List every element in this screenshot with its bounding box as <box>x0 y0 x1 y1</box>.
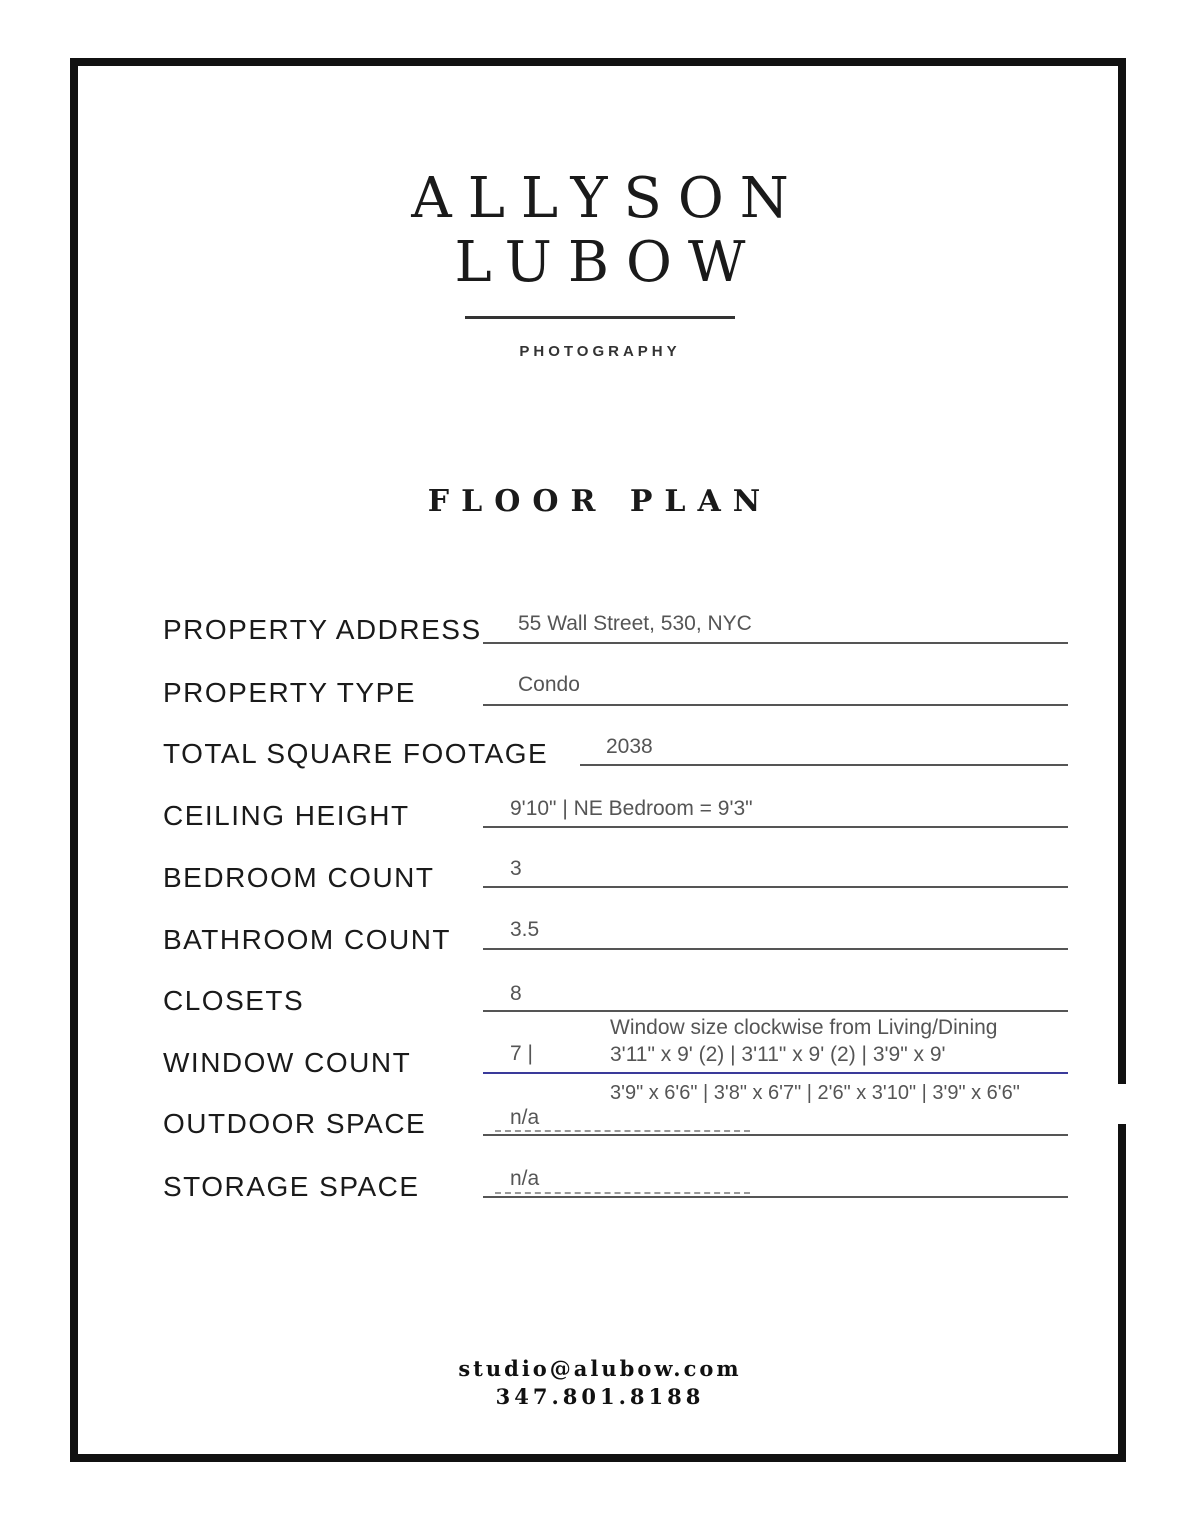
window-count-label: WINDOW COUNT <box>163 1047 412 1078</box>
window-size-line-1: 3'11" x 9' (2) | 3'11" x 9' (2) | 3'9" x 9' <box>610 1043 946 1066</box>
property-type-label: PROPERTY TYPE <box>163 677 416 708</box>
ceiling-height-line <box>483 826 1068 828</box>
property-address-label: PROPERTY ADDRESS <box>163 614 482 645</box>
contact-email[interactable]: studio@alubow.com <box>458 1356 742 1381</box>
border-gap <box>1110 1084 1134 1124</box>
brand-name-first: ALLYSON <box>411 166 805 231</box>
ceiling-height-value[interactable]: 9'10" | NE Bedroom = 9'3" <box>510 797 753 820</box>
outdoor-space-label: OUTDOOR SPACE <box>163 1108 427 1139</box>
property-address-value[interactable]: 55 Wall Street, 530, NYC <box>518 612 752 635</box>
brand-divider <box>465 316 735 319</box>
storage-space-value[interactable]: n/a <box>510 1167 540 1190</box>
document-title: FLOOR PLAN <box>427 484 773 519</box>
closets-value[interactable]: 8 <box>510 982 522 1005</box>
bedroom-count-value[interactable]: 3 <box>510 857 522 880</box>
brand-subtitle: PHOTOGRAPHY <box>519 343 681 360</box>
property-address-line <box>483 642 1068 644</box>
closets-label: CLOSETS <box>163 985 305 1016</box>
ceiling-height-label: CEILING HEIGHT <box>163 800 410 831</box>
outdoor-space-line <box>483 1134 1068 1136</box>
storage-space-dashes <box>495 1192 750 1194</box>
bathroom-count-label: BATHROOM COUNT <box>163 924 452 955</box>
bathroom-count-line <box>483 948 1068 950</box>
bedroom-count-label: BEDROOM COUNT <box>163 862 435 893</box>
bathroom-count-value[interactable]: 3.5 <box>510 918 540 941</box>
storage-space-label: STORAGE SPACE <box>163 1171 420 1202</box>
window-count-line <box>483 1072 1068 1074</box>
total-square-footage-value[interactable]: 2038 <box>606 735 653 758</box>
contact-phone[interactable]: 347.801.8188 <box>495 1384 705 1409</box>
storage-space-line <box>483 1196 1068 1198</box>
brand-name-last: LUBOW <box>454 230 762 295</box>
outdoor-space-dashes <box>495 1130 750 1132</box>
property-type-value[interactable]: Condo <box>518 673 580 696</box>
total-square-footage-label: TOTAL SQUARE FOOTAGE <box>163 738 549 769</box>
property-type-line <box>483 704 1068 706</box>
window-size-line-2: 3'9" x 6'6" | 3'8" x 6'7" | 2'6" x 3'10" | 3'9" x 6'6" <box>610 1082 1020 1104</box>
bedroom-count-line <box>483 886 1068 888</box>
total-square-footage-line <box>580 764 1068 766</box>
window-size-heading: Window size clockwise from Living/Dining <box>610 1016 998 1039</box>
outdoor-space-value[interactable]: n/a <box>510 1106 540 1129</box>
window-count-value[interactable]: 7 | <box>510 1042 533 1065</box>
closets-line <box>483 1010 1068 1012</box>
